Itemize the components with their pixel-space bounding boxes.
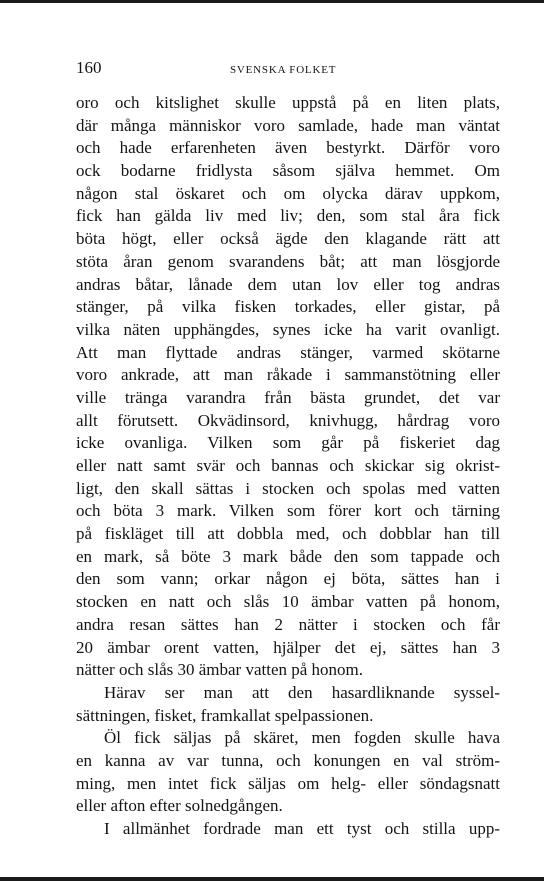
text-line: en kanna av var tunna, och konungen en val ström- (76, 750, 500, 770)
text-line: sättningen, fisket, framkallat spelpassionen. (76, 705, 374, 725)
text-line: och böta 3 mark. Vilken som förer kort och tärning (76, 501, 500, 521)
text-line: böta högt, eller också ägde den klagande rätt att (76, 229, 500, 249)
paragraph (76, 727, 500, 818)
text-line: ligt, den skall sättas i stocken och spolas med vatten (76, 478, 500, 498)
text-line: Öl fick säljas på skäret, men fogden skulle hava (104, 728, 500, 748)
paragraph (76, 682, 500, 727)
body-text (76, 92, 500, 841)
paragraph (76, 818, 500, 841)
top-rule (0, 0, 544, 3)
text-line: på fiskläget till att dobbla med, och dobblar han till (76, 524, 500, 544)
text-line: Att man flyttade andras stänger, varmed skötarne (76, 342, 500, 362)
text-line: allt förutsett. Okvädinsord, knivhugg, hårdrag voro (76, 410, 500, 430)
text-line: andras båtar, lånade dem utan lov eller tog andras (76, 274, 500, 294)
text-line: eller natt samt svär och bannas och skickar sig okrist- (76, 456, 500, 475)
paragraph (76, 92, 500, 682)
text-line: där många människor voro samlade, hade man väntat (76, 115, 500, 135)
text-line: I allmänhet fordrade man ett tyst och stilla upp- (104, 819, 500, 838)
text-line: fick han gälda liv med liv; den, som stal åra fick (76, 206, 500, 226)
text-line: eller afton efter solnedgången. (76, 796, 283, 816)
text-line: andra resan sättes han 2 nätter i stocken och får (76, 614, 500, 634)
text-line: den som vann; orkar någon ej böta, sättes han i (76, 569, 500, 589)
bottom-rule (0, 877, 544, 881)
text-line: stocken en natt och slås 10 ämbar vatten på honom, (76, 592, 500, 612)
text-line: någon stal öskaret och om olycka därav uppkom, (76, 183, 500, 203)
text-line: Härav ser man att den hasardliknande syssel- (104, 682, 500, 702)
text-line: stänger, på vilka fisken torkades, eller gistar, på (76, 297, 500, 317)
text-line: och hade erfarenheten även bestyrkt. Därför voro (76, 138, 500, 158)
running-head: SVENSKA FOLKET (230, 64, 337, 76)
text-line: vilka näten upphängdes, synes icke ha varit ovanligt. (76, 319, 500, 339)
text-line: oro och kitslighet skulle uppstå på en liten plats, (76, 93, 500, 112)
text-line: ock bodarne fridlysta såsom själva hemmet. Om (76, 161, 500, 181)
text-line: stöta åran genom svarandens båt; att man lösgjorde (76, 251, 500, 271)
text-line: 20 ämbar orent vatten, hjälper det ej, sättes han 3 (76, 637, 500, 657)
text-line: nätter och slås 30 ämbar vatten på honom. (76, 660, 364, 680)
text-line: ville tränga varandra från bästa grundet, det var (76, 387, 500, 407)
text-line: icke ovanliga. Vilken som går på fiskeriet dag (76, 433, 500, 453)
page-number: 160 (76, 58, 102, 77)
text-line: ming, men intet fick säljas om helg- eller söndagsnatt (76, 773, 500, 793)
text-line: voro ankrade, att man råkade i sammanstötning eller (76, 365, 500, 385)
text-line: en mark, så böte 3 mark både den som tappade och (76, 546, 500, 566)
